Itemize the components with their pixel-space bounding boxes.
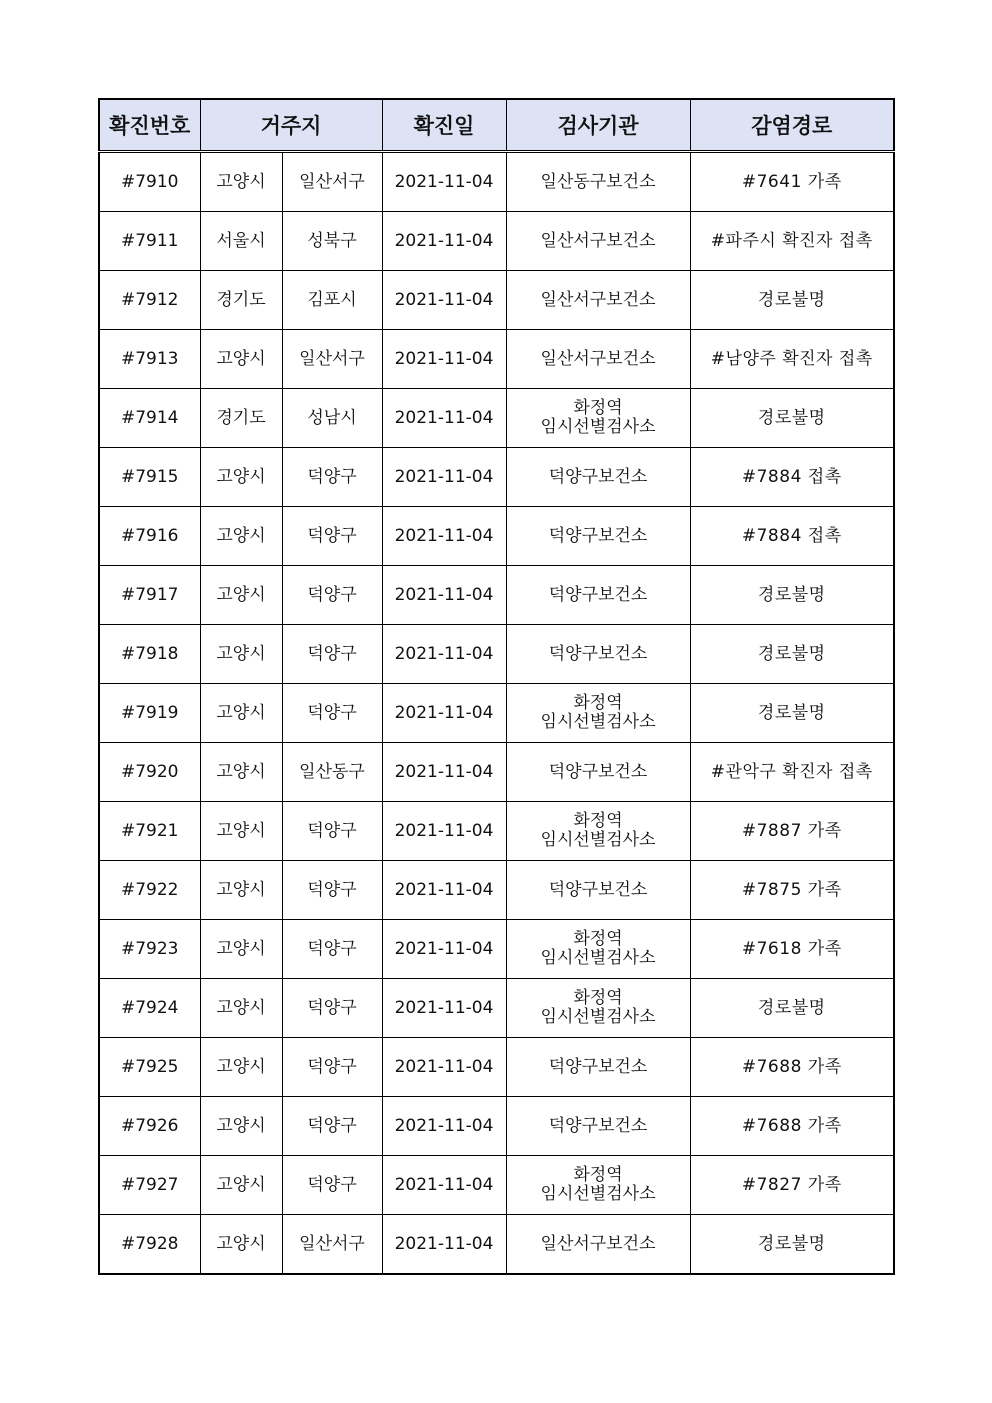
table-row: [99, 330, 894, 389]
testing-site-cell: [506, 152, 690, 212]
residence-city-cell: 고양시: [200, 743, 282, 802]
testing-site-cell: [506, 389, 690, 448]
residence-city-cell: 고양시: [200, 507, 282, 566]
residence-city-cell: 고양시: [200, 979, 282, 1038]
testing-site-cell: [506, 330, 690, 389]
testing-site-line: 일산서구보건소: [540, 289, 656, 310]
testing-site-line: 덕양구보건소: [548, 879, 648, 900]
table-row: [99, 625, 894, 684]
residence-district-cell: 일산서구: [282, 330, 382, 389]
header-testing-site: 검사기관: [506, 99, 690, 152]
residence-district-cell: 일산동구: [282, 743, 382, 802]
residence-city-cell: 고양시: [200, 566, 282, 625]
table-row: [99, 448, 894, 507]
header-case-number: 확진번호: [99, 99, 200, 152]
table-row: [99, 1038, 894, 1097]
case-number-cell: #7926: [99, 1097, 200, 1156]
testing-site-line: 덕양구보건소: [548, 1115, 648, 1136]
residence-district-cell: 덕양구: [282, 920, 382, 979]
testing-site-cell: [506, 802, 690, 861]
table-row: [99, 507, 894, 566]
residence-city-cell: 고양시: [200, 802, 282, 861]
table-row: [99, 861, 894, 920]
header-row: [99, 99, 894, 152]
case-number-cell: #7927: [99, 1156, 200, 1215]
confirmed-date-cell: 2021-11-04: [382, 979, 506, 1038]
residence-city-cell: 경기도: [200, 271, 282, 330]
testing-site-line: 화정역: [573, 811, 623, 831]
confirmed-date-cell: 2021-11-04: [382, 1156, 506, 1215]
infection-route-cell: #관악구 확진자 접촉: [690, 743, 894, 802]
testing-site-line: 화정역: [573, 398, 623, 418]
confirmed-date-cell: 2021-11-04: [382, 802, 506, 861]
testing-site-cell: [506, 566, 690, 625]
header-infection-route: 감염경로: [690, 99, 894, 152]
testing-site-cell: [506, 1038, 690, 1097]
residence-district-cell: 덕양구: [282, 802, 382, 861]
table-row: [99, 802, 894, 861]
confirmed-date-cell: 2021-11-04: [382, 448, 506, 507]
residence-city-cell: 고양시: [200, 448, 282, 507]
residence-city-cell: 고양시: [200, 1097, 282, 1156]
confirmed-date-cell: 2021-11-04: [382, 861, 506, 920]
confirmed-date-cell: 2021-11-04: [382, 920, 506, 979]
testing-site-line: 임시선별검사소: [540, 948, 656, 968]
case-number-cell: #7919: [99, 684, 200, 743]
testing-site-cell: [506, 507, 690, 566]
testing-site-cell: [506, 212, 690, 271]
residence-city-cell: 서울시: [200, 212, 282, 271]
case-number-cell: #7920: [99, 743, 200, 802]
infection-route-cell: 경로불명: [690, 566, 894, 625]
infection-route-cell: 경로불명: [690, 979, 894, 1038]
residence-district-cell: 성북구: [282, 212, 382, 271]
testing-site-line: 덕양구보건소: [548, 525, 648, 546]
case-number-cell: #7915: [99, 448, 200, 507]
case-number-cell: #7912: [99, 271, 200, 330]
residence-district-cell: 덕양구: [282, 566, 382, 625]
testing-site-line: 임시선별검사소: [540, 1007, 656, 1027]
residence-city-cell: 고양시: [200, 625, 282, 684]
case-number-cell: #7925: [99, 1038, 200, 1097]
testing-site-line: 일산서구보건소: [540, 348, 656, 369]
residence-city-cell: 고양시: [200, 1038, 282, 1097]
case-number-cell: #7918: [99, 625, 200, 684]
residence-city-cell: 경기도: [200, 389, 282, 448]
residence-district-cell: 덕양구: [282, 1097, 382, 1156]
confirmed-date-cell: 2021-11-04: [382, 271, 506, 330]
confirmed-date-cell: 2021-11-04: [382, 1097, 506, 1156]
infection-route-cell: #7827 가족: [690, 1156, 894, 1215]
table-row: [99, 389, 894, 448]
residence-district-cell: 덕양구: [282, 507, 382, 566]
table-row: [99, 152, 894, 212]
testing-site-cell: [506, 979, 690, 1038]
table-row: [99, 684, 894, 743]
infection-route-cell: #7884 접촉: [690, 448, 894, 507]
testing-site-line: 임시선별검사소: [540, 1184, 656, 1204]
testing-site-cell: [506, 684, 690, 743]
residence-city-cell: 고양시: [200, 330, 282, 389]
case-number-cell: #7928: [99, 1215, 200, 1275]
case-number-cell: #7910: [99, 152, 200, 212]
case-number-cell: #7911: [99, 212, 200, 271]
infection-route-cell: #7875 가족: [690, 861, 894, 920]
header-residence: 거주지: [200, 99, 382, 152]
infection-route-cell: 경로불명: [690, 1215, 894, 1275]
testing-site-line: 덕양구보건소: [548, 643, 648, 664]
infection-route-cell: #7688 가족: [690, 1097, 894, 1156]
case-number-cell: #7922: [99, 861, 200, 920]
infection-route-cell: 경로불명: [690, 625, 894, 684]
case-number-cell: #7921: [99, 802, 200, 861]
residence-district-cell: 김포시: [282, 271, 382, 330]
testing-site-line: 화정역: [573, 988, 623, 1008]
testing-site-line: 화정역: [573, 693, 623, 713]
testing-site-cell: [506, 743, 690, 802]
residence-district-cell: 일산서구: [282, 152, 382, 212]
residence-city-cell: 고양시: [200, 920, 282, 979]
infection-route-cell: #남양주 확진자 접촉: [690, 330, 894, 389]
case-number-cell: #7924: [99, 979, 200, 1038]
testing-site-line: 덕양구보건소: [548, 584, 648, 605]
case-number-cell: #7917: [99, 566, 200, 625]
infection-route-cell: #7884 접촉: [690, 507, 894, 566]
table-row: [99, 1097, 894, 1156]
confirmed-date-cell: 2021-11-04: [382, 212, 506, 271]
testing-site-cell: [506, 271, 690, 330]
infection-route-cell: 경로불명: [690, 389, 894, 448]
table-row: [99, 566, 894, 625]
testing-site-line: 화정역: [573, 1165, 623, 1185]
infection-route-cell: 경로불명: [690, 684, 894, 743]
confirmed-date-cell: 2021-11-04: [382, 1038, 506, 1097]
infection-route-cell: #7887 가족: [690, 802, 894, 861]
case-number-cell: #7913: [99, 330, 200, 389]
case-number-cell: #7923: [99, 920, 200, 979]
table-header: [99, 99, 894, 152]
testing-site-cell: [506, 625, 690, 684]
case-number-cell: #7914: [99, 389, 200, 448]
testing-site-cell: [506, 448, 690, 507]
confirmed-cases-table: [98, 98, 895, 1275]
testing-site-cell: [506, 1097, 690, 1156]
table-row: [99, 1215, 894, 1275]
testing-site-line: 임시선별검사소: [540, 417, 656, 437]
testing-site-line: 일산서구보건소: [540, 230, 656, 251]
testing-site-line: 일산동구보건소: [540, 171, 656, 192]
infection-route-cell: #7618 가족: [690, 920, 894, 979]
confirmed-date-cell: 2021-11-04: [382, 389, 506, 448]
testing-site-line: 덕양구보건소: [548, 761, 648, 782]
confirmed-date-cell: 2021-11-04: [382, 152, 506, 212]
table-row: [99, 920, 894, 979]
residence-district-cell: 덕양구: [282, 684, 382, 743]
residence-city-cell: 고양시: [200, 1156, 282, 1215]
header-confirmed-date: 확진일: [382, 99, 506, 152]
testing-site-line: 일산서구보건소: [540, 1233, 656, 1254]
residence-district-cell: 덕양구: [282, 1038, 382, 1097]
residence-district-cell: 성남시: [282, 389, 382, 448]
confirmed-date-cell: 2021-11-04: [382, 625, 506, 684]
infection-route-cell: #7641 가족: [690, 152, 894, 212]
testing-site-cell: [506, 920, 690, 979]
table-row: [99, 743, 894, 802]
testing-site-line: 임시선별검사소: [540, 830, 656, 850]
case-number-cell: #7916: [99, 507, 200, 566]
residence-city-cell: 고양시: [200, 1215, 282, 1275]
testing-site-cell: [506, 1156, 690, 1215]
residence-district-cell: 덕양구: [282, 448, 382, 507]
testing-site-line: 덕양구보건소: [548, 1056, 648, 1077]
testing-site-cell: [506, 861, 690, 920]
infection-route-cell: #파주시 확진자 접촉: [690, 212, 894, 271]
residence-district-cell: 덕양구: [282, 1156, 382, 1215]
infection-route-cell: #7688 가족: [690, 1038, 894, 1097]
case-table-container: [98, 98, 893, 1275]
table-body: [99, 152, 894, 1275]
testing-site-line: 임시선별검사소: [540, 712, 656, 732]
residence-district-cell: 덕양구: [282, 979, 382, 1038]
residence-district-cell: 덕양구: [282, 625, 382, 684]
testing-site-line: 화정역: [573, 929, 623, 949]
confirmed-date-cell: 2021-11-04: [382, 330, 506, 389]
residence-city-cell: 고양시: [200, 684, 282, 743]
residence-city-cell: 고양시: [200, 861, 282, 920]
residence-district-cell: 덕양구: [282, 861, 382, 920]
testing-site-line: 덕양구보건소: [548, 466, 648, 487]
table-row: [99, 271, 894, 330]
confirmed-date-cell: 2021-11-04: [382, 1215, 506, 1275]
confirmed-date-cell: 2021-11-04: [382, 743, 506, 802]
confirmed-date-cell: 2021-11-04: [382, 507, 506, 566]
residence-district-cell: 일산서구: [282, 1215, 382, 1275]
confirmed-date-cell: 2021-11-04: [382, 684, 506, 743]
confirmed-date-cell: 2021-11-04: [382, 566, 506, 625]
table-row: [99, 212, 894, 271]
testing-site-cell: [506, 1215, 690, 1275]
residence-city-cell: 고양시: [200, 152, 282, 212]
table-row: [99, 979, 894, 1038]
infection-route-cell: 경로불명: [690, 271, 894, 330]
table-row: [99, 1156, 894, 1215]
